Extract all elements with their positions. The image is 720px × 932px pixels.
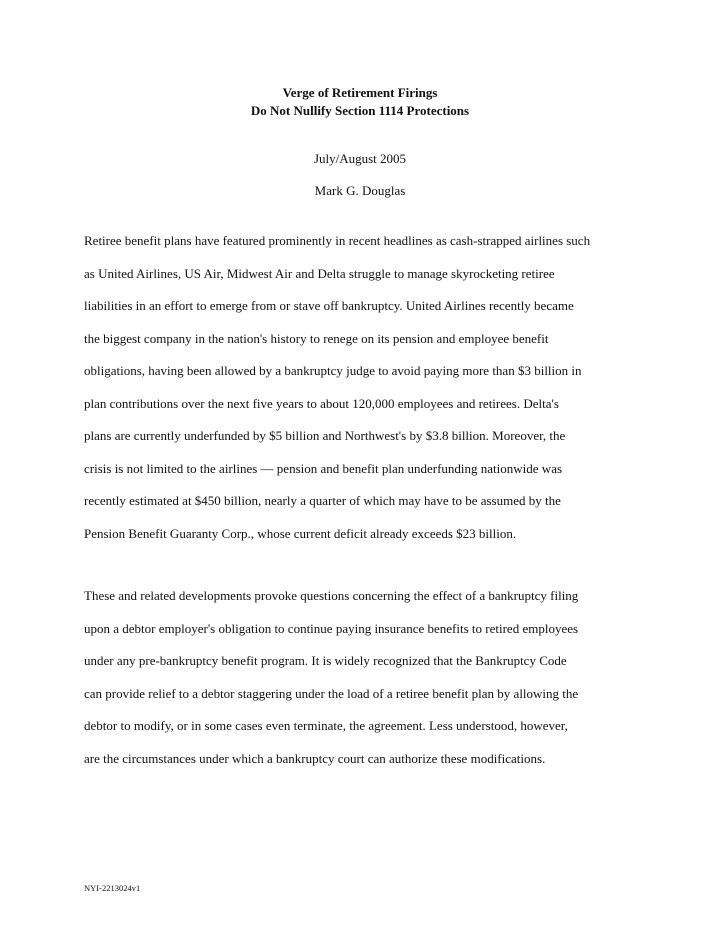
paragraph-line: These and related developments provoke questions concerning the effect of a bankruptcy filing xyxy=(84,588,579,603)
paragraph-line: are the circumstances under which a bankruptcy court can authorize these modifications. xyxy=(84,750,546,766)
paragraph-line: liabilities in an effort to emerge from or stave off bankruptcy. United Airlines recently became xyxy=(84,298,574,313)
publication-date: July/August 2005 xyxy=(313,151,407,166)
paragraph-line: crisis is not limited to the airlines — pension and benefit plan underfunding nationwide was xyxy=(84,460,563,476)
title-line-1: Verge of Retirement Firings xyxy=(282,85,438,100)
paragraph-line: Retiree benefit plans have featured prominently in recent headlines as cash-strapped airlines such xyxy=(84,233,591,248)
paragraph-line: debtor to modify, or in some cases even terminate, the agreement. Less understood, however, xyxy=(84,718,568,733)
paragraph-line: as United Airlines, US Air, Midwest Air and Delta struggle to manage skyrocketing retiree xyxy=(84,265,555,281)
author-name: Mark G. Douglas xyxy=(314,183,406,198)
paragraph-line: under any pre-bankruptcy benefit program. It is widely recognized that the Bankruptcy Code xyxy=(84,653,567,668)
document-id-footer: NYI-2213024v1 xyxy=(84,883,141,893)
paragraph-line: obligations, having been allowed by a bankruptcy judge to avoid paying more than $3 billion in xyxy=(84,363,582,378)
title-line-2: Do Not Nullify Section 1114 Protections xyxy=(250,103,470,118)
paragraph-line: Pension Benefit Guaranty Corp., whose current deficit already exceeds $23 billion. xyxy=(84,525,517,541)
paragraph-line: recently estimated at $450 billion, nearly a quarter of which may have to be assumed by the xyxy=(84,493,561,508)
paragraph-line: plan contributions over the next five years to about 120,000 employees and retirees. Delta's xyxy=(84,395,559,411)
paragraph-line: upon a debtor employer's obligation to continue paying insurance benefits to retired employees xyxy=(84,620,579,636)
paragraph-line: plans are currently underfunded by $5 billion and Northwest's by $3.8 billion. Moreover, the xyxy=(84,428,566,443)
paragraph-line: can provide relief to a debtor staggering under the load of a retiree benefit plan by allowing the xyxy=(84,685,579,701)
paragraph-line: the biggest company in the nation's history to renege on its pension and employee benefit xyxy=(84,330,549,346)
